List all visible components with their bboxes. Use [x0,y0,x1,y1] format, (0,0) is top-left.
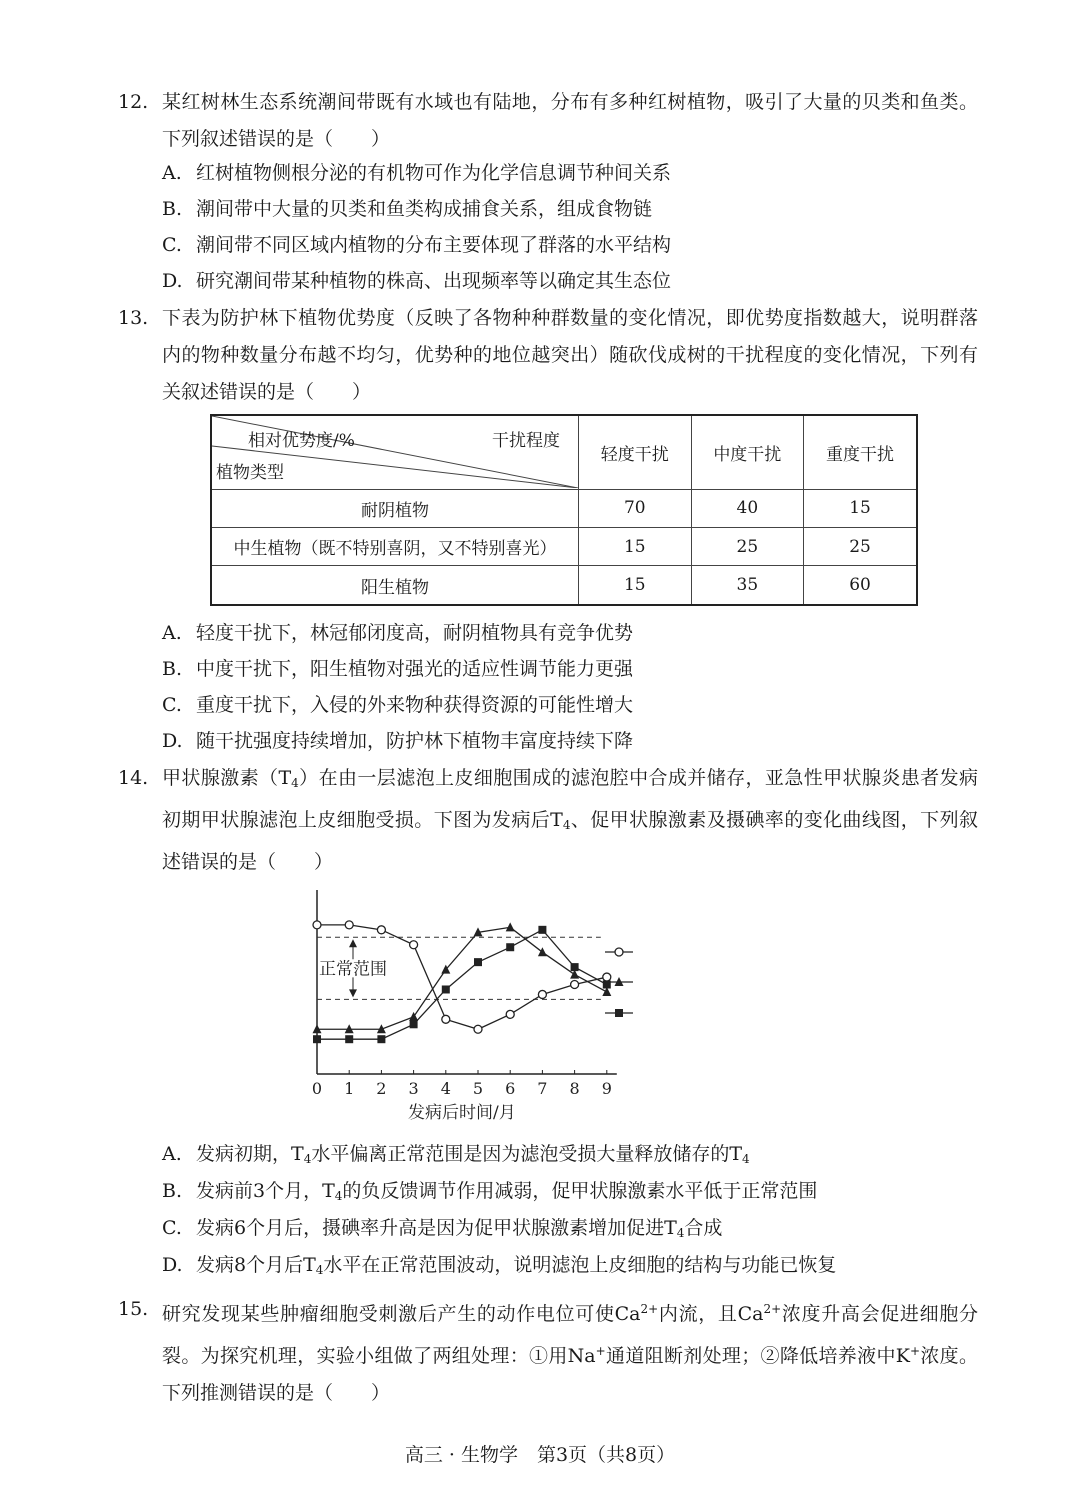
x-tick-label: 3 [408,1079,419,1098]
question-12 [118,84,978,158]
question-number: 13. [118,307,149,329]
data-point [377,926,385,934]
header-plant-type: 植物类型 [216,463,284,483]
data-point [313,921,321,929]
column-header: 重度干扰 [804,415,917,489]
question-15 [118,1291,978,1412]
hormone-line-chart [295,880,635,1126]
x-tick-label: 6 [505,1079,516,1098]
q12-option-c[interactable]: C. 潮间带不同区域内植物的分布主要体现了群落的水平结构 [162,234,672,256]
q12-option-a[interactable]: A. 红树植物侧根分泌的有机物可作为化学信息调节种间关系 [162,162,672,184]
table-cell: 35 [691,566,804,605]
row-label: 耐阴植物 [211,489,579,527]
q12-option-b[interactable]: B. 潮间带中大量的贝类和鱼类构成捕食关系，组成食物链 [162,198,653,220]
data-point [442,1015,450,1023]
data-point [506,922,515,931]
data-point [410,941,418,949]
x-tick-label: 7 [537,1079,548,1098]
series-line [317,930,607,1039]
data-point [506,1010,514,1018]
table-cell: 15 [579,566,692,605]
data-point [571,963,579,971]
question-number: 14. [118,767,149,789]
normal-range-label: 正常范围 [319,959,387,980]
data-point [313,1035,321,1043]
question-number: 12. [118,91,149,113]
data-point [538,926,546,934]
question-14 [118,760,978,881]
table-row [211,527,917,565]
table-row [211,566,917,605]
data-point [377,1035,385,1043]
question-stem: 甲状腺激素$(T_4)$在由一层滤泡上皮细胞围成的滤泡腔中合成并储存，亚急性甲状腺炎患者发病初期甲状腺滤泡上皮细胞受损。下图为发病后$T_4$、促甲状腺激素及摄碘率的变化曲线图，下列叙述错误的是（ ） [162,767,978,873]
data-point [474,958,482,966]
legend-marker [615,948,623,956]
question-13 [118,300,978,411]
table-cell: 15 [804,489,917,527]
header-disturbance-level: 干扰程度 [492,431,560,451]
question-stem: 下表为防护林下植物优势度（反映了各物种种群数量的变化情况，即优势度指数越大，说明群落内的物种数量分布越不均匀，优势种的地位越突出）随砍伐成树的干扰程度的变化情况，下列有关叙述错误的是（ ） [162,307,978,403]
table-row [211,489,917,527]
x-tick-label: 4 [440,1079,451,1098]
column-header: 轻度干扰 [579,415,692,489]
table-cell: 40 [691,489,804,527]
x-tick-label: 9 [601,1079,612,1098]
table-cell: 70 [579,489,692,527]
data-point [442,985,450,993]
data-point [410,1020,418,1028]
table-corner-header [211,415,579,489]
q13-option-b[interactable]: B. 中度干扰下，阳生植物对强光的适应性调节能力更强 [162,658,634,680]
q13-option-c[interactable]: C. 重度干扰下，入侵的外来物种获得资源的可能性增大 [162,694,634,716]
data-point [474,1025,482,1033]
row-label: 阳生植物 [211,566,579,605]
row-label: 中生植物（既不特别喜阴，又不特别喜光） [211,527,579,565]
x-axis-label: 发病后时间/月 [408,1103,516,1123]
q14-option-b[interactable]: B. 发病前3个月，$T_4$的负反馈调节作用减弱，促甲状腺激素水平低于正常范围 [162,1180,818,1203]
x-tick-label: 2 [376,1079,387,1098]
data-point [345,921,353,929]
question-number: 15. [118,1298,149,1320]
range-arrowhead-down [349,989,357,997]
data-point [538,990,546,998]
q13-option-d[interactable]: D. 随干扰强度持续增加，防护林下植物丰富度持续下降 [162,730,634,752]
q14-option-d[interactable]: D. 发病8个月后$T_4$水平在正常范围波动，说明滤泡上皮细胞的结构与功能已恢复 [162,1254,837,1277]
data-point [571,981,579,989]
x-tick-label: 0 [311,1079,323,1098]
q14-option-c[interactable]: C. 发病6个月后，摄碘率升高是因为促甲状腺激素增加促进$T_4$合成 [162,1217,723,1240]
range-arrowhead-up [349,939,357,947]
table-cell: 25 [804,527,917,565]
data-point [603,973,611,981]
page-footer: 高三 · 生物学 第3页（共8页） [404,1444,676,1466]
question-stem: 某红树林生态系统潮间带既有水域也有陆地，分布有多种红树植物，吸引了大量的贝类和鱼类。下列叙述错误的是（ ） [162,91,978,150]
data-point [345,1035,353,1043]
legend-marker [615,1009,623,1017]
q13-option-a[interactable]: A. 轻度干扰下，林冠郁闭度高，耐阴植物具有竞争优势 [162,622,634,644]
question-stem: 研究发现某些肿瘤细胞受刺激后产生的动作电位可使$Ca^{2+}$内流，且$Ca^{2+}$浓度升高会促进细胞分裂。为探究机理，实验小组做了两组处理：①用Na+通道阻断剂处理；②降低培养液中K+浓度。下列推测错误的是（ ） [162,1302,978,1404]
data-point [506,943,514,951]
table-cell: 15 [579,527,692,565]
x-tick-label: 5 [472,1079,484,1098]
x-tick-label: 8 [569,1079,580,1098]
table-cell: 25 [691,527,804,565]
x-tick-label: 1 [344,1079,355,1098]
column-header: 中度干扰 [691,415,804,489]
table-cell: 60 [804,566,917,605]
data-point [538,947,547,956]
dominance-table [210,414,918,606]
header-relative-dominance: 相对优势度/% [248,431,355,451]
q12-option-d[interactable]: D. 研究潮间带某种植物的株高、出现频率等以确定其生态位 [162,270,672,292]
q14-option-a[interactable]: A. 发病初期，$T_4$水平偏离正常范围是因为滤泡受损大量释放储存的$T_4$ [162,1143,750,1166]
